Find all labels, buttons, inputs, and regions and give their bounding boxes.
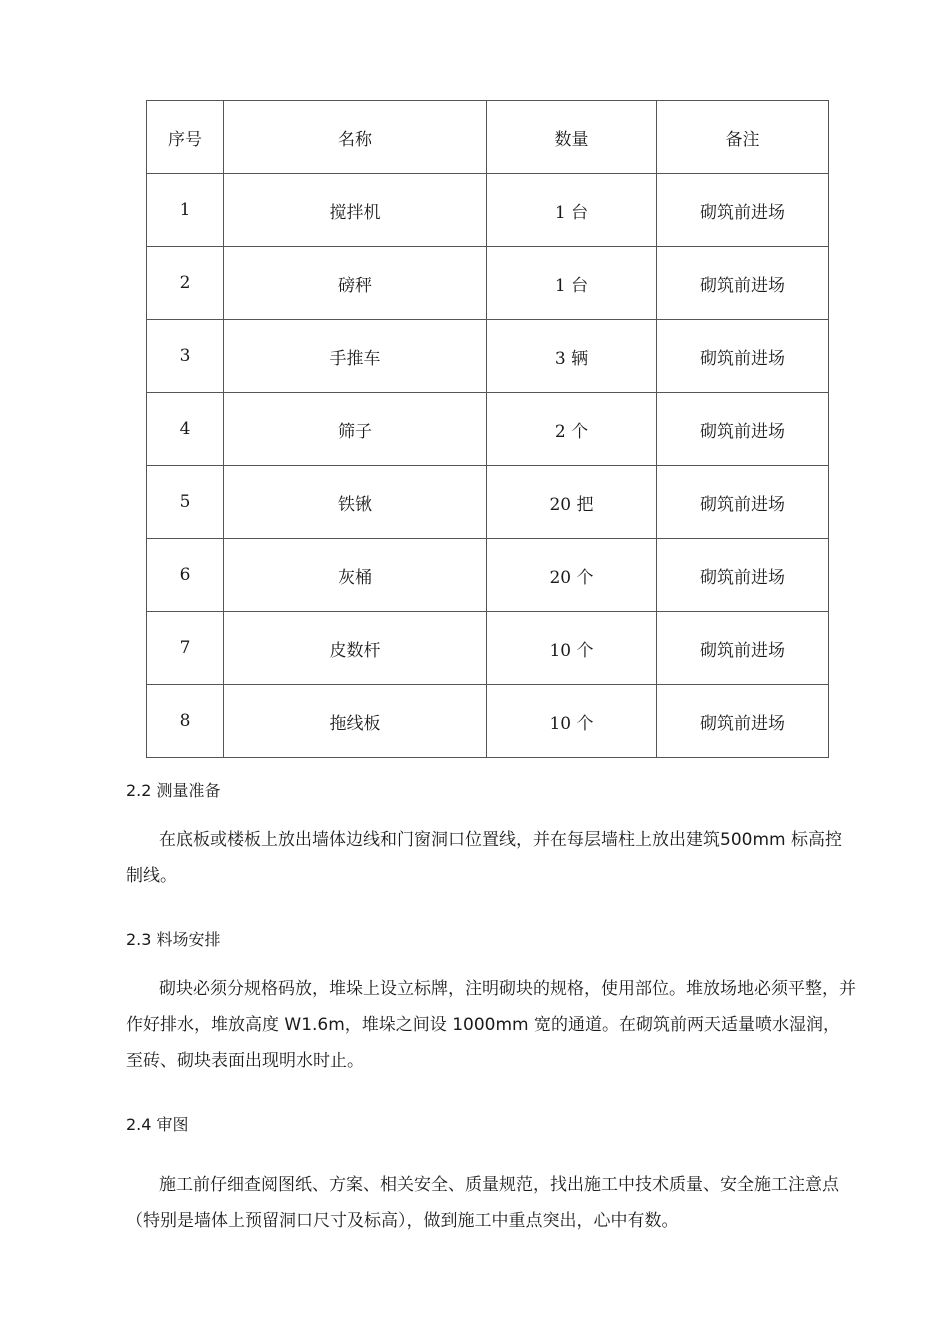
table-row xyxy=(147,174,829,247)
table-row xyxy=(147,466,829,539)
cell-remark: 砌筑前进场 xyxy=(657,393,829,466)
cell-quantity: 20 把 xyxy=(487,466,657,539)
table-row xyxy=(147,393,829,466)
cell-index: 3 xyxy=(147,320,224,393)
cell-remark: 砌筑前进场 xyxy=(657,320,829,393)
section-text-survey: 在底板或楼板上放出墙体边线和门窗洞口位置线，并在每层墙柱上放出建筑500mm 标高控制线。 xyxy=(126,830,842,886)
cell-name: 铁锹 xyxy=(224,466,487,539)
cell-quantity: 20 个 xyxy=(487,539,657,612)
cell-name: 皮数杆 xyxy=(224,612,487,685)
cell-name: 磅秤 xyxy=(224,247,487,320)
cell-index: 8 xyxy=(147,685,224,758)
column-header-index: 序号 xyxy=(147,101,224,174)
section-heading-survey: 2.2 测量准备 xyxy=(126,781,221,800)
cell-quantity: 10 个 xyxy=(487,685,657,758)
column-header-quantity: 数量 xyxy=(487,101,657,174)
equipment-table xyxy=(146,100,829,758)
section-heading-drawing-review: 2.4 审图 xyxy=(126,1115,189,1134)
cell-name: 灰桶 xyxy=(224,539,487,612)
table-row xyxy=(147,247,829,320)
table-row xyxy=(147,685,829,758)
cell-quantity: 10 个 xyxy=(487,612,657,685)
cell-name: 筛子 xyxy=(224,393,487,466)
cell-index: 6 xyxy=(147,539,224,612)
cell-remark: 砌筑前进场 xyxy=(657,174,829,247)
column-header-name: 名称 xyxy=(224,101,487,174)
cell-index: 1 xyxy=(147,174,224,247)
cell-remark: 砌筑前进场 xyxy=(657,539,829,612)
table-row xyxy=(147,539,829,612)
cell-remark: 砌筑前进场 xyxy=(657,466,829,539)
cell-quantity: 1 台 xyxy=(487,247,657,320)
table-row xyxy=(147,320,829,393)
column-header-remark: 备注 xyxy=(657,101,829,174)
table-header-row xyxy=(147,101,829,174)
section-text-material-yard: 砌块必须分规格码放，堆垛上设立标牌，注明砌块的规格，使用部位。堆放场地必须平整，并作好排水，堆放高度 W1.6m，堆垛之间设 1000mm 宽的通道。在砌筑前两天适量喷水湿润，至砖、砌块表面出现明水时止。 xyxy=(126,979,856,1071)
cell-index: 7 xyxy=(147,612,224,685)
section-text-drawing-review: 施工前仔细查阅图纸、方案、相关安全、质量规范，找出施工中技术质量、安全施工注意点（特别是墙体上预留洞口尺寸及标高），做到施工中重点突出，心中有数。 xyxy=(126,1175,839,1231)
table-row xyxy=(147,612,829,685)
cell-name: 搅拌机 xyxy=(224,174,487,247)
cell-name: 拖线板 xyxy=(224,685,487,758)
cell-quantity: 3 辆 xyxy=(487,320,657,393)
cell-name: 手推车 xyxy=(224,320,487,393)
section-heading-material-yard: 2.3 料场安排 xyxy=(126,930,221,949)
cell-quantity: 1 台 xyxy=(487,174,657,247)
cell-quantity: 2 个 xyxy=(487,393,657,466)
cell-remark: 砌筑前进场 xyxy=(657,247,829,320)
cell-index: 2 xyxy=(147,247,224,320)
cell-index: 4 xyxy=(147,393,224,466)
cell-remark: 砌筑前进场 xyxy=(657,612,829,685)
cell-index: 5 xyxy=(147,466,224,539)
cell-remark: 砌筑前进场 xyxy=(657,685,829,758)
